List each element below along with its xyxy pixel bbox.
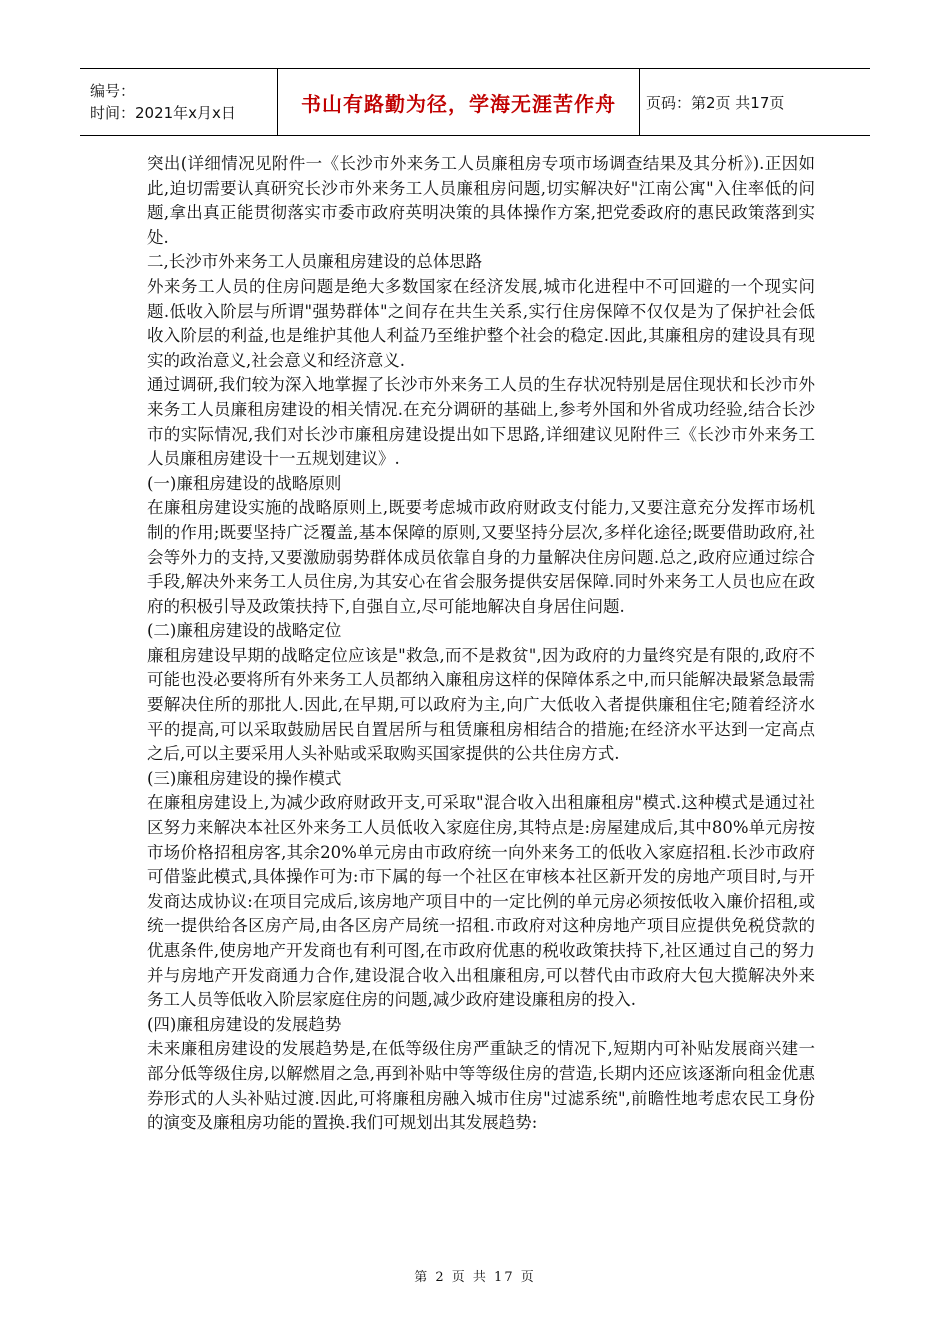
- body-paragraph: 在廉租房建设实施的战略原则上,既要考虑城市政府财政支付能力,又要注意充分发挥市场机制的作用;既要坚持广泛覆盖,基本保障的原则,又要坚持分层次,多样化途径;既要借助政府,社会等外力的支持,又要激励弱势群体成员依靠自身的力量解决住房问题.总之,政府应通过综合手段,解决外来务工人员住房,为其安心在省会服务提供安居保障.同时外来务工人员也应在政府的积极引导及政策扶持下,自强自立,尽可能地解决自身居住问题.: [147, 498, 815, 616]
- body-paragraph: 未来廉租房建设的发展趋势是,在低等级住房严重缺乏的情况下,短期内可补贴发展商兴建一部分低等级住房,以解燃眉之急,再到补贴中等等级住房的营造,长期内还应该逐渐向租金优惠券形式的人头补贴过渡.因此,可将廉租房融入城市住房"过滤系统",前瞻性地考虑农民工身份的演变及廉租房功能的置换.我们可规划出其发展趋势:: [147, 1039, 815, 1133]
- header-info: [80, 69, 278, 135]
- page-footer: 第 2 页 共 17 页: [414, 1270, 536, 1285]
- page-header: [80, 68, 870, 136]
- document-body: [147, 152, 815, 1136]
- document-number-label: 编号：: [90, 82, 136, 100]
- subsection-heading: (四)廉租房建设的发展趋势: [147, 1014, 342, 1034]
- subsection-heading: (一)廉租房建设的战略原则: [147, 473, 342, 493]
- subsection-heading: (二)廉租房建设的战略定位: [147, 621, 342, 641]
- section-heading: 二,长沙市外来务工人员廉租房建设的总体思路: [147, 252, 483, 272]
- body-paragraph: 通过调研,我们较为深入地掌握了长沙市外来务工人员的生存状况特别是居住现状和长沙市外来务工人员廉租房建设的相关情况.在充分调研的基础上,参考外国和外省成功经验,结合长沙市的实际情况,我们对长沙市廉租房建设提出如下思路,详细建议见附件三《长沙市外来务工人员廉租房建设十一五规划建议》.: [147, 375, 815, 469]
- body-paragraph: 突出(详细情况见附件一《长沙市外来务工人员廉租房专项市场调查结果及其分析》).正因如此,迫切需要认真研究长沙市外来务工人员廉租房问题,切实解决好"江南公寓"入住率低的问题,拿出真正能贯彻落实市委市政府英明决策的具体操作方案,把党委政府的惠民政策落到实处.: [147, 154, 815, 247]
- header-motto: 书山有路勤为径，学海无涯苦作舟: [278, 69, 640, 135]
- body-paragraph: 外来务工人员的住房问题是绝大多数国家在经济发展,城市化进程中不可回避的一个现实问题.低收入阶层与所谓"强势群体"之间存在共生关系,实行住房保障不仅仅是为了保护社会低收入阶层的利益,也是维护其他人利益乃至维护整个社会的稳定.因此,其廉租房的建设具有现实的政治意义,社会意义和经济意义.: [147, 276, 815, 370]
- body-paragraph: 廉租房建设早期的战略定位应该是"救急,而不是救贫",因为政府的力量终究是有限的,政府不可能也没必要将所有外来务工人员都纳入廉租房这样的保障体系之中,而只能解决最紧急最需要解决住所的那批人.因此,在早期,可以政府为主,向广大低收入者提供廉租住宅;随着经济水平的提高,可以采取鼓励居民自置居所与租赁廉租房相结合的措施;在经济水平达到一定高点之后,可以主要采用人头补贴或采取购买国家提供的公共住房方式.: [147, 645, 815, 764]
- header-page-info: 页码：第2页 共17页: [646, 93, 785, 112]
- subsection-heading: (三)廉租房建设的操作模式: [147, 768, 342, 788]
- body-paragraph: 在廉租房建设上,为减少政府财政开支,可采取"混合收入出租廉租房"模式.这种模式是通过社区努力来解决本社区外来务工人员低收入家庭住房,其特点是:房屋建成后,其中80%单元房按市场价格招租房客,其余20%单元房由市政府统一向外来务工的低收入家庭招租.长沙市政府可借鉴此模式,具体操作可为:市下属的每一个社区在审核本社区新开发的房地产项目时,与开发商达成协议:在项目完成后,该房地产项目中的一定比例的单元房必须按低收入廉价招租,或统一提供给各区房产局,由各区房产局统一招租.市政府对这种房地产项目应提供免税贷款的优惠条件,使房地产开发商也有利可图,在市政府优惠的税收政策扶持下,社区通过自己的努力并与房地产开发商通力合作,建设混合收入出租廉租房,可以替代由市政府大包大揽解决外来务工人员等低收入阶层家庭住房的问题,减少政府建设廉租房的投入.: [147, 793, 815, 1010]
- document-time-label: 时间：2021年x月x日: [90, 104, 236, 122]
